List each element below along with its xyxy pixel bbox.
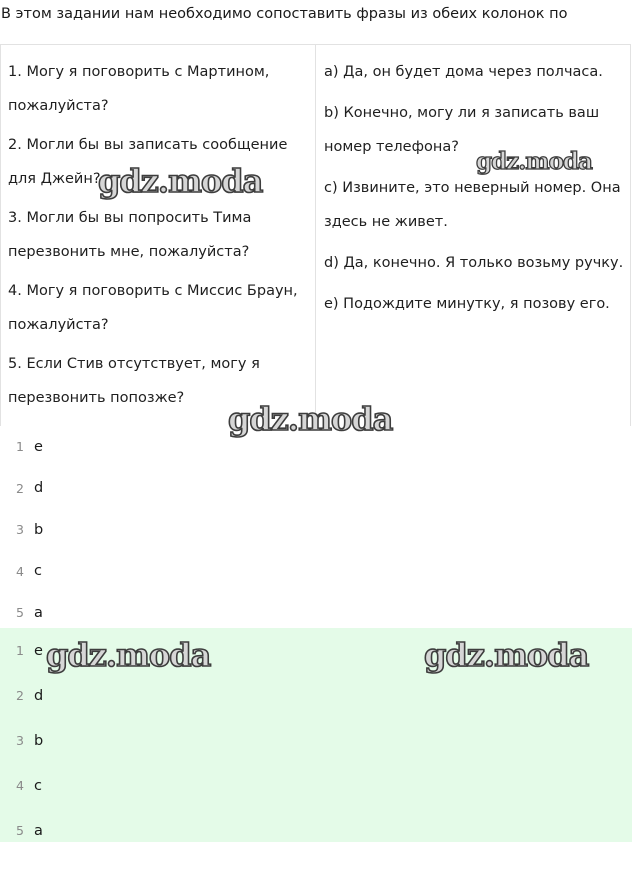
left-item-4: 4. Могу я поговорить с Миссис Браун, пожалуйста? bbox=[8, 283, 298, 333]
answer-value: d bbox=[34, 480, 44, 497]
watermark: gdz.moda bbox=[228, 400, 393, 438]
list-item bbox=[0, 509, 632, 551]
answer-value: c bbox=[34, 777, 42, 794]
list-item bbox=[0, 808, 632, 853]
left-item-2: 2. Могли бы вы записать сообщение для Джейн? bbox=[8, 137, 288, 187]
right-item-b: b) Конечно, могу ли я записать ваш номер телефона? bbox=[324, 105, 600, 155]
list-item bbox=[0, 426, 632, 468]
right-column bbox=[316, 45, 630, 426]
right-item-e: e) Подождите минутку, я позову его. bbox=[324, 296, 610, 312]
left-column bbox=[1, 45, 316, 426]
answer-number: 1 bbox=[16, 643, 24, 658]
watermark: gdz.moda bbox=[46, 636, 211, 674]
list-item bbox=[0, 673, 632, 718]
list-item bbox=[0, 468, 632, 510]
list-item bbox=[0, 551, 632, 593]
answer-value: b bbox=[34, 732, 44, 749]
right-item-c: c) Извините, это неверный номер. Она здесь не живет. bbox=[324, 180, 621, 230]
answer-number: 2 bbox=[16, 688, 24, 703]
answer-value: b bbox=[34, 521, 44, 538]
left-item-1: 1. Могу я поговорить с Мартином, пожалуйста? bbox=[8, 64, 270, 114]
answer-number: 3 bbox=[16, 522, 24, 538]
answer-number: 1 bbox=[16, 439, 24, 455]
answer-value: a bbox=[34, 604, 43, 621]
matching-table bbox=[0, 44, 631, 426]
answer-number: 4 bbox=[16, 778, 24, 793]
answer-number: 5 bbox=[16, 823, 24, 838]
watermark: gdz.moda bbox=[98, 162, 263, 200]
answer-value: c bbox=[34, 563, 42, 580]
left-item-3: 3. Могли бы вы попросить Тима перезвонить мне, пожалуйста? bbox=[8, 210, 252, 260]
answer-value: e bbox=[34, 438, 43, 455]
answer-value: e bbox=[34, 642, 43, 659]
answer-number: 2 bbox=[16, 480, 24, 496]
answer-value: a bbox=[34, 822, 43, 839]
answer-number: 5 bbox=[16, 605, 24, 621]
list-item bbox=[0, 628, 632, 673]
answer-list bbox=[0, 426, 632, 628]
left-item-5: 5. Если Стив отсутствует, могу я перезвонить попозже? bbox=[8, 356, 260, 406]
list-item bbox=[0, 763, 632, 808]
watermark: gdz.moda bbox=[424, 636, 589, 674]
right-item-a: a) Да, он будет дома через полчаса. bbox=[324, 64, 603, 80]
list-item bbox=[0, 718, 632, 763]
intro-text: В этом задании нам необходимо сопоставить фразы из обеих колонок по bbox=[1, 6, 568, 22]
answer-list-highlighted bbox=[0, 628, 632, 842]
answer-number: 4 bbox=[16, 563, 24, 579]
watermark: gdz.moda bbox=[476, 148, 592, 175]
answer-number: 3 bbox=[16, 733, 24, 748]
right-item-d: d) Да, конечно. Я только возьму ручку. bbox=[324, 255, 624, 271]
answer-value: d bbox=[34, 687, 44, 704]
